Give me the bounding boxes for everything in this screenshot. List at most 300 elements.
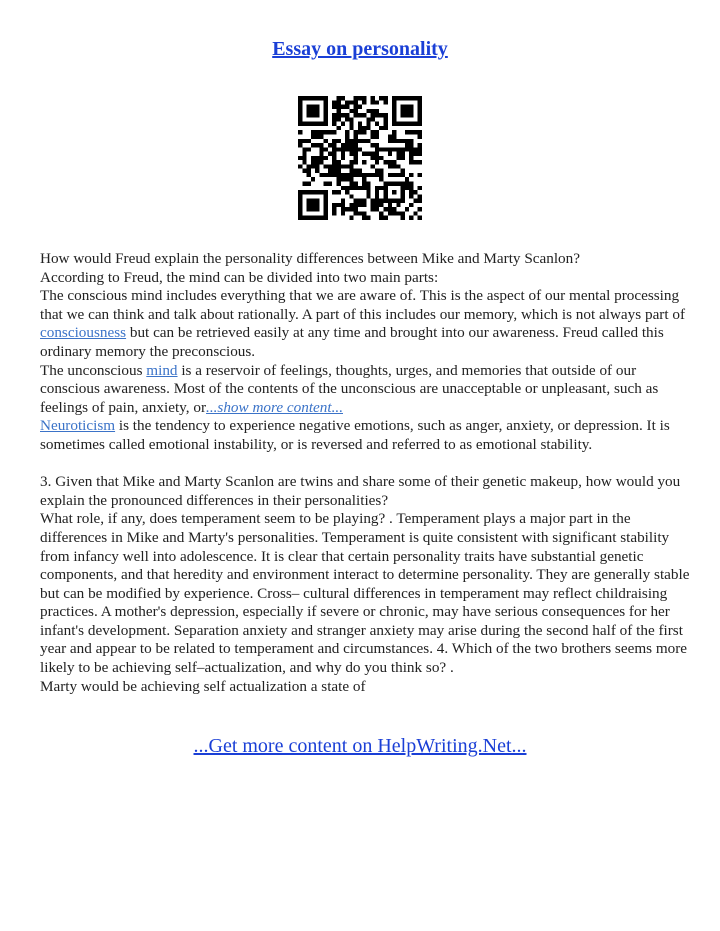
qr-module xyxy=(319,147,323,151)
qr-module xyxy=(354,109,358,113)
qr-module xyxy=(396,199,400,203)
qr-module xyxy=(319,190,323,194)
qr-module xyxy=(354,143,358,147)
qr-module xyxy=(311,130,315,134)
qr-module xyxy=(315,160,319,164)
qr-module xyxy=(413,147,417,151)
qr-module xyxy=(354,96,358,100)
qr-module xyxy=(418,194,422,198)
qr-module xyxy=(379,203,383,207)
qr-module xyxy=(379,126,383,130)
qr-module xyxy=(298,216,302,220)
qr-module xyxy=(388,182,392,186)
qr-module xyxy=(324,96,328,100)
qr-module xyxy=(345,117,349,121)
qr-module xyxy=(349,122,353,126)
qr-module xyxy=(375,156,379,160)
qr-module xyxy=(392,130,396,134)
document-title-link[interactable]: Essay on personality xyxy=(272,38,448,60)
qr-module xyxy=(362,152,366,156)
qr-module xyxy=(319,173,323,177)
qr-module xyxy=(341,122,345,126)
essay-paragraph xyxy=(40,362,690,418)
qr-module xyxy=(336,100,340,104)
qr-module xyxy=(375,199,379,203)
qr-module xyxy=(341,152,345,156)
qr-module xyxy=(388,152,392,156)
qr-module xyxy=(405,113,409,117)
qr-module xyxy=(341,96,345,100)
essay-text: The conscious mind includes everything that we are aware of. This is the aspect of our mental processing that we can think and talk about rationally. A part of this includes our memory, which is not always part of xyxy=(40,287,686,323)
qr-module xyxy=(409,190,413,194)
qr-module xyxy=(418,160,422,164)
qr-module xyxy=(341,211,345,215)
qr-module xyxy=(392,139,396,143)
qr-module xyxy=(319,96,323,100)
qr-module xyxy=(307,203,311,207)
qr-module xyxy=(401,182,405,186)
qr-module xyxy=(311,203,315,207)
qr-module xyxy=(336,139,340,143)
essay-paragraph xyxy=(40,287,690,361)
qr-module xyxy=(366,190,370,194)
qr-module xyxy=(324,211,328,215)
qr-module xyxy=(345,147,349,151)
qr-module xyxy=(384,126,388,130)
qr-module xyxy=(315,199,319,203)
qr-module xyxy=(298,130,302,134)
qr-module xyxy=(324,216,328,220)
qr-module xyxy=(307,113,311,117)
qr-module xyxy=(307,139,311,143)
qr-module xyxy=(298,117,302,121)
qr-module xyxy=(298,203,302,207)
qr-module xyxy=(307,169,311,173)
qr-module xyxy=(324,147,328,151)
qr-module xyxy=(358,203,362,207)
qr-module xyxy=(341,156,345,160)
qr-module xyxy=(336,203,340,207)
qr-module xyxy=(379,156,383,160)
qr-module xyxy=(345,139,349,143)
qr-module xyxy=(341,113,345,117)
essay-paragraph xyxy=(40,417,690,454)
qr-module xyxy=(319,134,323,138)
qr-module xyxy=(307,173,311,177)
qr-module xyxy=(375,122,379,126)
qr-module xyxy=(379,216,383,220)
qr-module xyxy=(362,96,366,100)
qr-module xyxy=(324,203,328,207)
qr-module xyxy=(409,182,413,186)
qr-module xyxy=(409,160,413,164)
qr-module xyxy=(332,139,336,143)
qr-module xyxy=(396,139,400,143)
qr-module xyxy=(388,139,392,143)
qr-module xyxy=(388,134,392,138)
qr-module xyxy=(328,173,332,177)
qr-module xyxy=(311,105,315,109)
qr-module xyxy=(349,203,353,207)
qr-module xyxy=(324,173,328,177)
qr-module xyxy=(324,113,328,117)
qr-module xyxy=(332,173,336,177)
qr-module xyxy=(302,152,306,156)
qr-module xyxy=(366,173,370,177)
qr-module xyxy=(298,164,302,168)
qr-module xyxy=(358,186,362,190)
qr-module xyxy=(392,207,396,211)
qr-module xyxy=(315,130,319,134)
qr-module xyxy=(349,207,353,211)
qr-module xyxy=(336,147,340,151)
qr-module xyxy=(366,139,370,143)
qr-module xyxy=(375,160,379,164)
qr-module xyxy=(405,143,409,147)
qr-module xyxy=(405,139,409,143)
qr-module xyxy=(384,182,388,186)
qr-module xyxy=(418,109,422,113)
qr-module xyxy=(392,190,396,194)
qr-module xyxy=(384,160,388,164)
qr-module xyxy=(371,100,375,104)
qr-module xyxy=(345,164,349,168)
qr-module xyxy=(349,126,353,130)
qr-module xyxy=(311,164,315,168)
qr-module xyxy=(324,122,328,126)
qr-module xyxy=(418,143,422,147)
qr-module xyxy=(354,139,358,143)
qr-module xyxy=(311,190,315,194)
qr-module xyxy=(366,186,370,190)
qr-module xyxy=(418,96,422,100)
qr-module xyxy=(302,182,306,186)
qr-module xyxy=(307,207,311,211)
qr-module xyxy=(418,207,422,211)
qr-module xyxy=(307,105,311,109)
qr-module xyxy=(409,194,413,198)
qr-module xyxy=(307,190,311,194)
qr-module xyxy=(345,143,349,147)
qr-module xyxy=(324,182,328,186)
qr-module xyxy=(354,105,358,109)
qr-module xyxy=(418,216,422,220)
qr-module xyxy=(371,207,375,211)
show-more-link[interactable]: ...show more content... xyxy=(206,398,343,416)
qr-module xyxy=(298,199,302,203)
qr-module xyxy=(392,182,396,186)
qr-module xyxy=(375,134,379,138)
qr-module xyxy=(384,186,388,190)
qr-module xyxy=(375,173,379,177)
qr-module xyxy=(332,100,336,104)
qr-module xyxy=(341,143,345,147)
qr-module xyxy=(349,109,353,113)
qr-module xyxy=(341,105,345,109)
qr-module xyxy=(392,147,396,151)
qr-module xyxy=(366,122,370,126)
qr-module xyxy=(392,96,396,100)
qr-module xyxy=(401,156,405,160)
qr-module xyxy=(418,199,422,203)
qr-module xyxy=(358,122,362,126)
essay-paragraph: According to Freud, the mind can be divided into two main parts: xyxy=(40,268,439,286)
qr-module xyxy=(336,164,340,168)
qr-module xyxy=(324,105,328,109)
qr-module xyxy=(315,207,319,211)
qr-module xyxy=(401,139,405,143)
qr-module xyxy=(354,134,358,138)
qr-module xyxy=(336,173,340,177)
qr-module xyxy=(401,105,405,109)
qr-module xyxy=(332,113,336,117)
qr-module xyxy=(375,203,379,207)
qr-module xyxy=(311,113,315,117)
qr-module xyxy=(413,211,417,215)
qr-module xyxy=(358,105,362,109)
qr-module xyxy=(354,160,358,164)
paragraph-gap xyxy=(40,455,690,474)
qr-module xyxy=(358,169,362,173)
qr-module xyxy=(341,164,345,168)
qr-module xyxy=(384,147,388,151)
qr-module xyxy=(298,122,302,126)
qr-module xyxy=(302,190,306,194)
qr-module xyxy=(354,173,358,177)
qr-module xyxy=(384,117,388,121)
qr-module xyxy=(345,177,349,181)
qr-module xyxy=(298,113,302,117)
qr-module xyxy=(324,100,328,104)
qr-module xyxy=(405,109,409,113)
qr-module xyxy=(302,122,306,126)
qr-module xyxy=(379,96,383,100)
qr-module xyxy=(315,105,319,109)
qr-module xyxy=(354,169,358,173)
qr-module xyxy=(354,100,358,104)
qr-module xyxy=(332,130,336,134)
qr-module xyxy=(307,164,311,168)
qr-module xyxy=(362,173,366,177)
qr-module xyxy=(341,199,345,203)
qr-module xyxy=(332,169,336,173)
qr-module xyxy=(401,199,405,203)
qr-module xyxy=(332,152,336,156)
qr-module xyxy=(328,152,332,156)
qr-module xyxy=(336,109,340,113)
qr-module xyxy=(388,199,392,203)
qr-module xyxy=(319,130,323,134)
qr-module xyxy=(302,96,306,100)
qr-module xyxy=(319,160,323,164)
qr-module xyxy=(371,117,375,121)
qr-module xyxy=(349,164,353,168)
qr-module xyxy=(302,216,306,220)
qr-module xyxy=(409,186,413,190)
qr-module xyxy=(345,173,349,177)
qr-module xyxy=(384,113,388,117)
qr-module xyxy=(392,173,396,177)
qr-module xyxy=(366,109,370,113)
qr-module xyxy=(405,147,409,151)
qr-module xyxy=(336,96,340,100)
qr-module xyxy=(375,100,379,104)
qr-module xyxy=(324,139,328,143)
qr-module xyxy=(413,130,417,134)
qr-module xyxy=(328,182,332,186)
qr-module xyxy=(375,130,379,134)
qr-module xyxy=(409,139,413,143)
qr-module xyxy=(384,190,388,194)
qr-module xyxy=(298,207,302,211)
qr-module xyxy=(341,207,345,211)
qr-module xyxy=(324,117,328,121)
essay-text: is a reservoir of feelings, thoughts, urges, and memories that outside of our conscious awareness. Most of the contents of the unconscious are unacceptable or unpleasant, such as feelings of pain, anxiety, or xyxy=(40,361,659,416)
qr-module xyxy=(401,169,405,173)
qr-module xyxy=(371,96,375,100)
qr-module xyxy=(409,156,413,160)
qr-module xyxy=(371,109,375,113)
qr-module xyxy=(332,164,336,168)
qr-module xyxy=(332,122,336,126)
qr-module xyxy=(405,130,409,134)
keyword-link-consciousness[interactable]: consciousness xyxy=(40,324,127,342)
qr-module xyxy=(379,173,383,177)
qr-module xyxy=(384,122,388,126)
qr-module xyxy=(418,147,422,151)
keyword-link-neuroticism[interactable]: Neuroticism xyxy=(40,417,116,435)
qr-module xyxy=(349,160,353,164)
qr-module xyxy=(324,109,328,113)
qr-module xyxy=(311,207,315,211)
qr-module xyxy=(328,143,332,147)
qr-module xyxy=(354,130,358,134)
qr-module xyxy=(371,143,375,147)
essay-text: but can be retrieved easily at any time and brought into our awareness. Freud called this ordinary memory the preconscious. xyxy=(40,324,664,360)
qr-module xyxy=(392,100,396,104)
qr-module xyxy=(418,152,422,156)
qr-module xyxy=(401,109,405,113)
keyword-link-mind[interactable]: mind xyxy=(146,361,178,379)
qr-module xyxy=(379,147,383,151)
qr-module xyxy=(358,211,362,215)
qr-module xyxy=(311,160,315,164)
qr-module xyxy=(349,117,353,121)
qr-module xyxy=(298,211,302,215)
qr-module xyxy=(409,147,413,151)
qr-module xyxy=(405,105,409,109)
qr-module xyxy=(336,126,340,130)
qr-module xyxy=(324,130,328,134)
qr-module xyxy=(349,139,353,143)
qr-module xyxy=(307,147,311,151)
qr-module xyxy=(401,152,405,156)
qr-module xyxy=(315,113,319,117)
qr-module xyxy=(358,130,362,134)
qr-module xyxy=(358,139,362,143)
qr-module xyxy=(311,216,315,220)
qr-module xyxy=(311,109,315,113)
qr-module xyxy=(413,199,417,203)
qr-module xyxy=(413,160,417,164)
qr-module xyxy=(396,203,400,207)
qr-module xyxy=(332,160,336,164)
qr-module xyxy=(362,177,366,181)
qr-module xyxy=(384,96,388,100)
qr-module xyxy=(379,186,383,190)
qr-module xyxy=(354,182,358,186)
qr-module xyxy=(405,96,409,100)
qr-module xyxy=(324,207,328,211)
qr-module xyxy=(384,199,388,203)
qr-module xyxy=(362,211,366,215)
essay-paragraph: How would Freud explain the personality differences between Mike and Marty Scanlon? xyxy=(40,250,580,267)
qr-module xyxy=(396,173,400,177)
qr-module xyxy=(392,113,396,117)
qr-module xyxy=(401,147,405,151)
qr-module xyxy=(307,96,311,100)
qr-module xyxy=(362,160,366,164)
qr-module xyxy=(409,152,413,156)
qr-module xyxy=(311,199,315,203)
qr-module xyxy=(392,134,396,138)
qr-module xyxy=(396,164,400,168)
qr-module xyxy=(388,164,392,168)
qr-module xyxy=(375,113,379,117)
qr-module xyxy=(349,186,353,190)
essay-text: The unconscious xyxy=(40,361,147,379)
qr-module xyxy=(409,113,413,117)
qr-module xyxy=(405,207,409,211)
qr-module xyxy=(401,190,405,194)
qr-module xyxy=(392,164,396,168)
qr-module xyxy=(396,147,400,151)
qr-module xyxy=(401,186,405,190)
qr-module xyxy=(409,105,413,109)
qr-module xyxy=(418,173,422,177)
qr-module xyxy=(302,147,306,151)
get-more-content-link[interactable]: ...Get more content on HelpWriting.Net... xyxy=(193,735,527,757)
qr-module xyxy=(332,203,336,207)
qr-module xyxy=(418,113,422,117)
qr-module xyxy=(366,216,370,220)
qr-module xyxy=(315,134,319,138)
essay-text: is the tendency to experience negative emotions, such as anger, anxiety, or depression. It is sometimes called emotional instability, or is reversed and referred to as emotional stability. xyxy=(40,417,670,453)
qr-module xyxy=(358,199,362,203)
qr-module xyxy=(315,109,319,113)
qr-module xyxy=(362,139,366,143)
qr-module xyxy=(409,130,413,134)
qr-module xyxy=(396,152,400,156)
qr-module xyxy=(405,182,409,186)
qr-module xyxy=(336,117,340,121)
qr-module xyxy=(392,122,396,126)
qr-module xyxy=(315,216,319,220)
qr-module xyxy=(307,216,311,220)
qr-module xyxy=(315,122,319,126)
qr-module xyxy=(396,182,400,186)
qr-module xyxy=(366,194,370,198)
qr-module xyxy=(375,143,379,147)
qr-module xyxy=(401,113,405,117)
qr-module xyxy=(371,164,375,168)
qr-module xyxy=(358,173,362,177)
qr-module xyxy=(341,186,345,190)
qr-module xyxy=(362,130,366,134)
qr-module xyxy=(375,152,379,156)
qr-module xyxy=(375,186,379,190)
qr-module xyxy=(349,100,353,104)
